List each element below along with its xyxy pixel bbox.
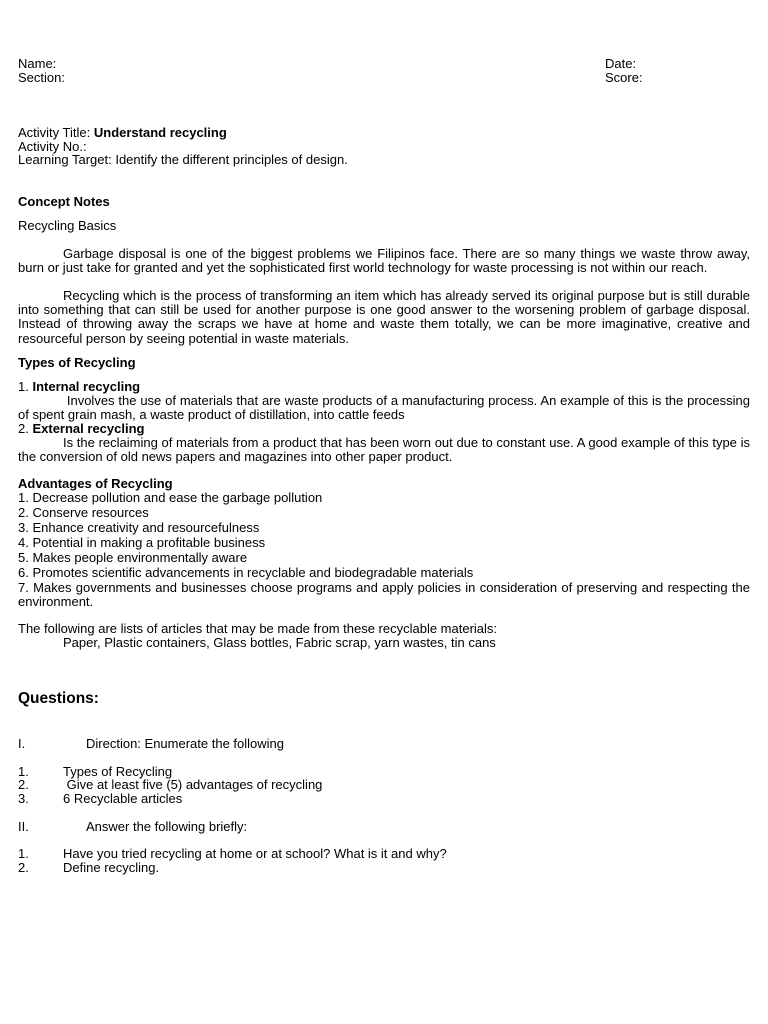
part-2-item: 2. Define recycling. [18,860,160,875]
part-1-item: 2. Give at least five (5) advantages of recycling [18,777,323,792]
materials-intro: The following are lists of articles that may be made from these recyclable materials: [18,621,498,636]
recycling-basics-heading: Recycling Basics [18,218,117,233]
part-1-item: 3. 6 Recyclable articles [18,791,183,806]
part-2-item: 1. Have you tried recycling at home or at school? What is it and why? [18,846,447,861]
activity-title [18,126,227,140]
learning-target: Learning Target: Identify the different principles of design. [18,152,348,167]
questions-heading: Questions: [18,690,99,707]
advantage-item: 6. Promotes scientific advancements in recyclable and biodegradable materials [18,565,474,580]
activity-title-value: Understand recycling [93,125,227,140]
activity-number: Activity No.: [18,139,87,154]
activity-title-label: Activity Title: [18,125,94,140]
advantage-item: 2. Conserve resources [18,505,149,520]
advantage-item: 3. Enhance creativity and resourcefulness [18,520,260,535]
part-1-direction: I. Direction: Enumerate the following [18,736,284,751]
advantage-item: 7. Makes governments and businesses choose programs and apply policies in consideration of preserving and respecting the environment. [18,580,750,610]
concept-notes-heading: Concept Notes [18,194,110,209]
name-label: Name: [18,56,57,71]
part-1-item: 1. Types of Recycling [18,764,173,779]
advantage-item: 1. Decrease pollution and ease the garbage pollution [18,490,323,505]
advantage-item: 5. Makes people environmentally aware [18,550,248,565]
materials-list: Paper, Plastic containers, Glass bottles, Fabric scrap, yarn wastes, tin cans [63,635,496,650]
date-label: Date: [605,56,637,71]
type-2-title: 2. External recycling [18,421,145,436]
advantages-heading: Advantages of Recycling [18,476,173,491]
score-label: Score: [605,70,643,85]
type-2-description: Is the reclaiming of materials from a product that has been worn out due to constant use. A good example of this type is the conversion of old news papers and magazines into other paper product. [18,435,750,465]
advantage-item: 4. Potential in making a profitable business [18,535,266,550]
type-1-description: Involves the use of materials that are waste products of a manufacturing process. An example of this is the processing of spent grain mash, a waste product of distillation, into cattle feeds [18,393,750,423]
type-1-title: 1. Internal recycling [18,379,141,394]
concept-paragraph-1: Garbage disposal is one of the biggest problems we Filipinos face. There are so many things we waste throw away, burn or just take for granted and yet the sophisticated first world technology for waste processing is not within our reach. [18,246,750,276]
concept-paragraph-2: Recycling which is the process of transforming an item which has already served its original purpose but is still durable into something that can still be used for another purpose is one good answer to the worsening problem of garbage disposal. Instead of throwing away the scraps we have at home and waste them totally, we can be more imaginative, creative and resourceful person by seeing potential in waste materials. [18,288,750,346]
section-label: Section: [18,70,65,85]
types-heading: Types of Recycling [18,355,136,370]
part-2-direction: II. Answer the following briefly: [18,819,248,834]
